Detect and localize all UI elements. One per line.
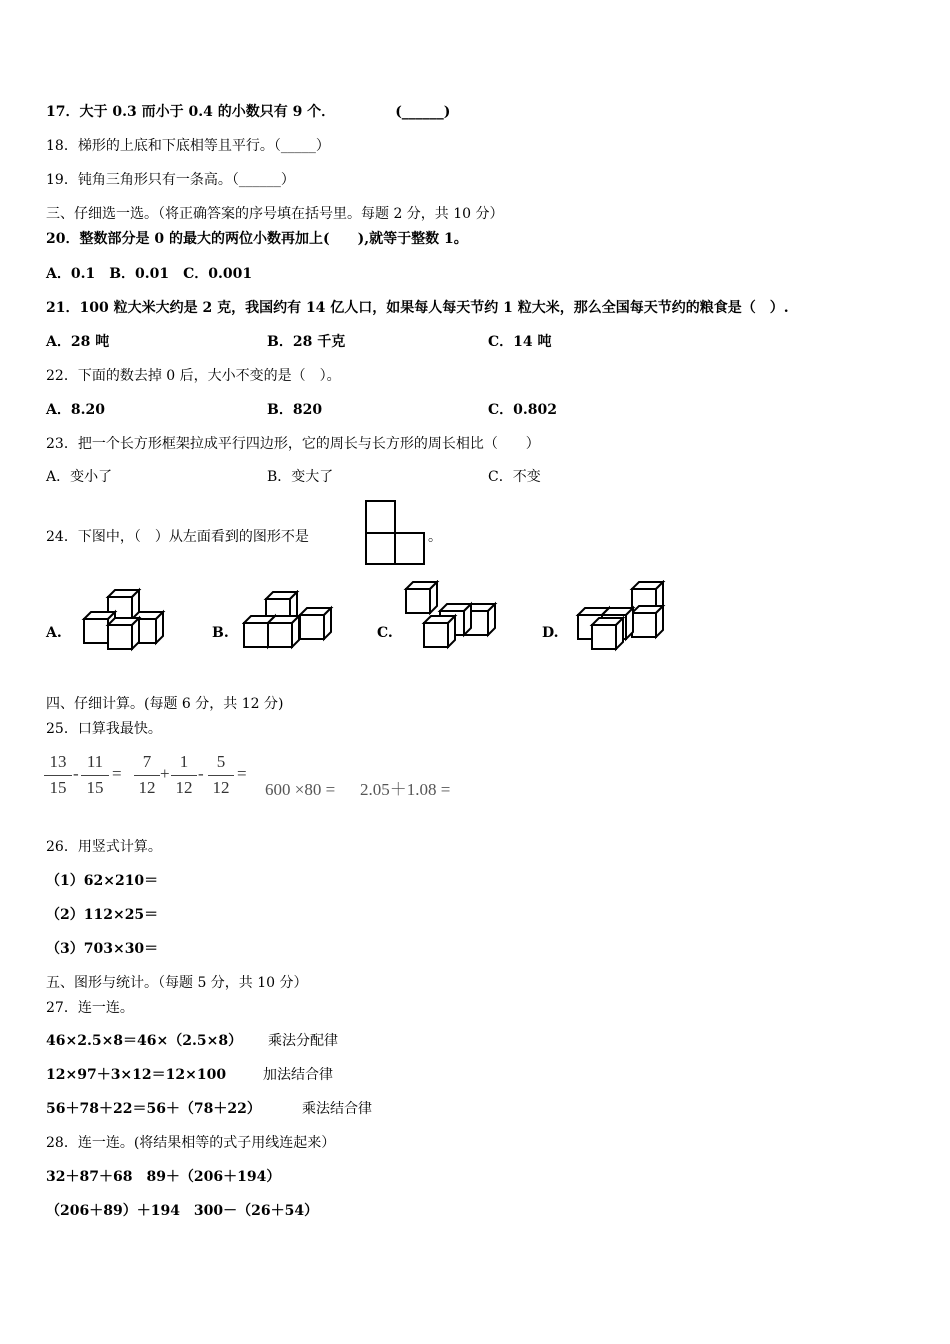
q26-problem-2: （2）112×25＝ xyxy=(46,907,159,923)
cube xyxy=(632,606,663,637)
q22-statement: 22．下面的数去掉 0 后，大小不变的是（ ）。 xyxy=(46,368,341,384)
q21-option-b[interactable]: B．28 千克 xyxy=(267,334,346,350)
q23-option-a[interactable]: A．变小了 xyxy=(46,469,113,485)
fraction-11-15: 11 15 xyxy=(81,752,109,798)
q21-option-a[interactable]: A．28 吨 xyxy=(46,334,110,350)
q24-option-a-label[interactable]: A. xyxy=(46,625,62,641)
q27-left-2[interactable]: 12×97＋3×12＝12×100 xyxy=(46,1067,227,1083)
q21-statement: 21．100 粒大米大约是 2 克，我国约有 14 亿人口，如果每人每天节约 1 粒大米，那么全国每天节约的粮食是（ ）. xyxy=(46,300,789,316)
fraction-13-15: 13 15 xyxy=(44,752,72,798)
equals-sign: = xyxy=(112,764,122,783)
q18-statement: 18．梯形的上底和下底相等且平行。（_____） xyxy=(46,138,330,154)
q22-option-a[interactable]: A．8.20 xyxy=(46,402,105,418)
q24-statement: 24．下图中，（ ）从左面看到的图形不是 xyxy=(46,529,309,545)
q23-statement: 23．把一个长方形框架拉成平行四边形，它的周长与长方形的周长相比（ ） xyxy=(46,436,540,452)
q27-title: 27．连一连。 xyxy=(46,1000,134,1016)
q24-option-c-label[interactable]: C. xyxy=(377,625,393,641)
fraction-1-12: 1 12 xyxy=(171,752,197,798)
q23-option-b[interactable]: B．变大了 xyxy=(267,469,334,485)
q27-right-2[interactable]: 加法结合律 xyxy=(263,1067,333,1083)
q27-left-1[interactable]: 46×2.5×8＝46×（2.5×8） xyxy=(46,1033,243,1049)
q21-option-c[interactable]: C．14 吨 xyxy=(488,334,552,350)
cube xyxy=(268,616,299,647)
q26-problem-1: （1）62×210＝ xyxy=(46,873,159,889)
equals-sign: = xyxy=(237,764,247,783)
q24-option-a-cubes[interactable] xyxy=(78,582,170,656)
q24-option-b-label[interactable]: B. xyxy=(212,625,229,641)
q28-row-1[interactable]: 32＋87＋68 89＋（206＋194） xyxy=(46,1169,281,1185)
section4-heading: 四、仔细计算。(每题 6 分，共 12 分) xyxy=(46,696,284,712)
calc-600x80: 600 ×80 = xyxy=(265,780,336,799)
q22-option-c[interactable]: C．0.802 xyxy=(488,402,557,418)
q25-title: 25．口算我最快。 xyxy=(46,721,162,737)
q17-statement: 17．大于 0.3 而小于 0.4 的小数只有 9 个． (______) xyxy=(46,104,451,120)
q22-option-b[interactable]: B．820 xyxy=(267,402,323,418)
q24-option-c-cubes[interactable] xyxy=(402,580,502,656)
q24-option-d-cubes[interactable] xyxy=(572,580,670,656)
q28-row-2[interactable]: （206＋89）＋194 300－（26＋54） xyxy=(46,1203,319,1219)
cube xyxy=(108,618,139,649)
section5-heading: 五、图形与统计。（每题 5 分，共 10 分） xyxy=(46,975,308,991)
q19-statement: 19．钝角三角形只有一条高。（______） xyxy=(46,172,295,188)
q26-title: 26．用竖式计算。 xyxy=(46,839,162,855)
q28-title: 28．连一连。(将结果相等的式子用线连起来） xyxy=(46,1135,336,1151)
cube xyxy=(592,618,623,649)
section3-heading: 三、仔细选一选。（将正确答案的序号填在括号里。每题 2 分，共 10 分） xyxy=(46,206,504,222)
q24-statement-end: 。 xyxy=(428,529,442,545)
plus-sign: + xyxy=(160,764,170,783)
q24-option-b-cubes[interactable] xyxy=(242,590,338,656)
q20-statement: 20．整数部分是 0 的最大的两位小数再加上( ),就等于整数 1。 xyxy=(46,231,468,247)
minus-sign: - xyxy=(198,764,204,783)
cube xyxy=(424,616,455,647)
q24-left-view-figure xyxy=(365,500,427,566)
q27-left-3[interactable]: 56＋78＋22＝56＋（78＋22） xyxy=(46,1101,261,1117)
q23-option-c[interactable]: C．不变 xyxy=(488,469,541,485)
fraction-7-12: 7 12 xyxy=(134,752,160,798)
q17-answer-blank[interactable]: (______) xyxy=(395,104,451,120)
q26-problem-3: （3）703×30＝ xyxy=(46,941,159,957)
minus-sign: - xyxy=(73,764,79,783)
calc-2.05+1.08: 2.05＋1.08 = xyxy=(360,780,451,799)
q27-right-3[interactable]: 乘法结合律 xyxy=(302,1101,372,1117)
q24-option-d-label[interactable]: D. xyxy=(542,625,559,641)
q27-right-1[interactable]: 乘法分配律 xyxy=(268,1033,338,1049)
fraction-5-12: 5 12 xyxy=(208,752,234,798)
cube xyxy=(300,608,331,639)
cube xyxy=(406,582,437,613)
q20-options: A．0.1 B．0.01 C．0.001 xyxy=(46,266,253,282)
